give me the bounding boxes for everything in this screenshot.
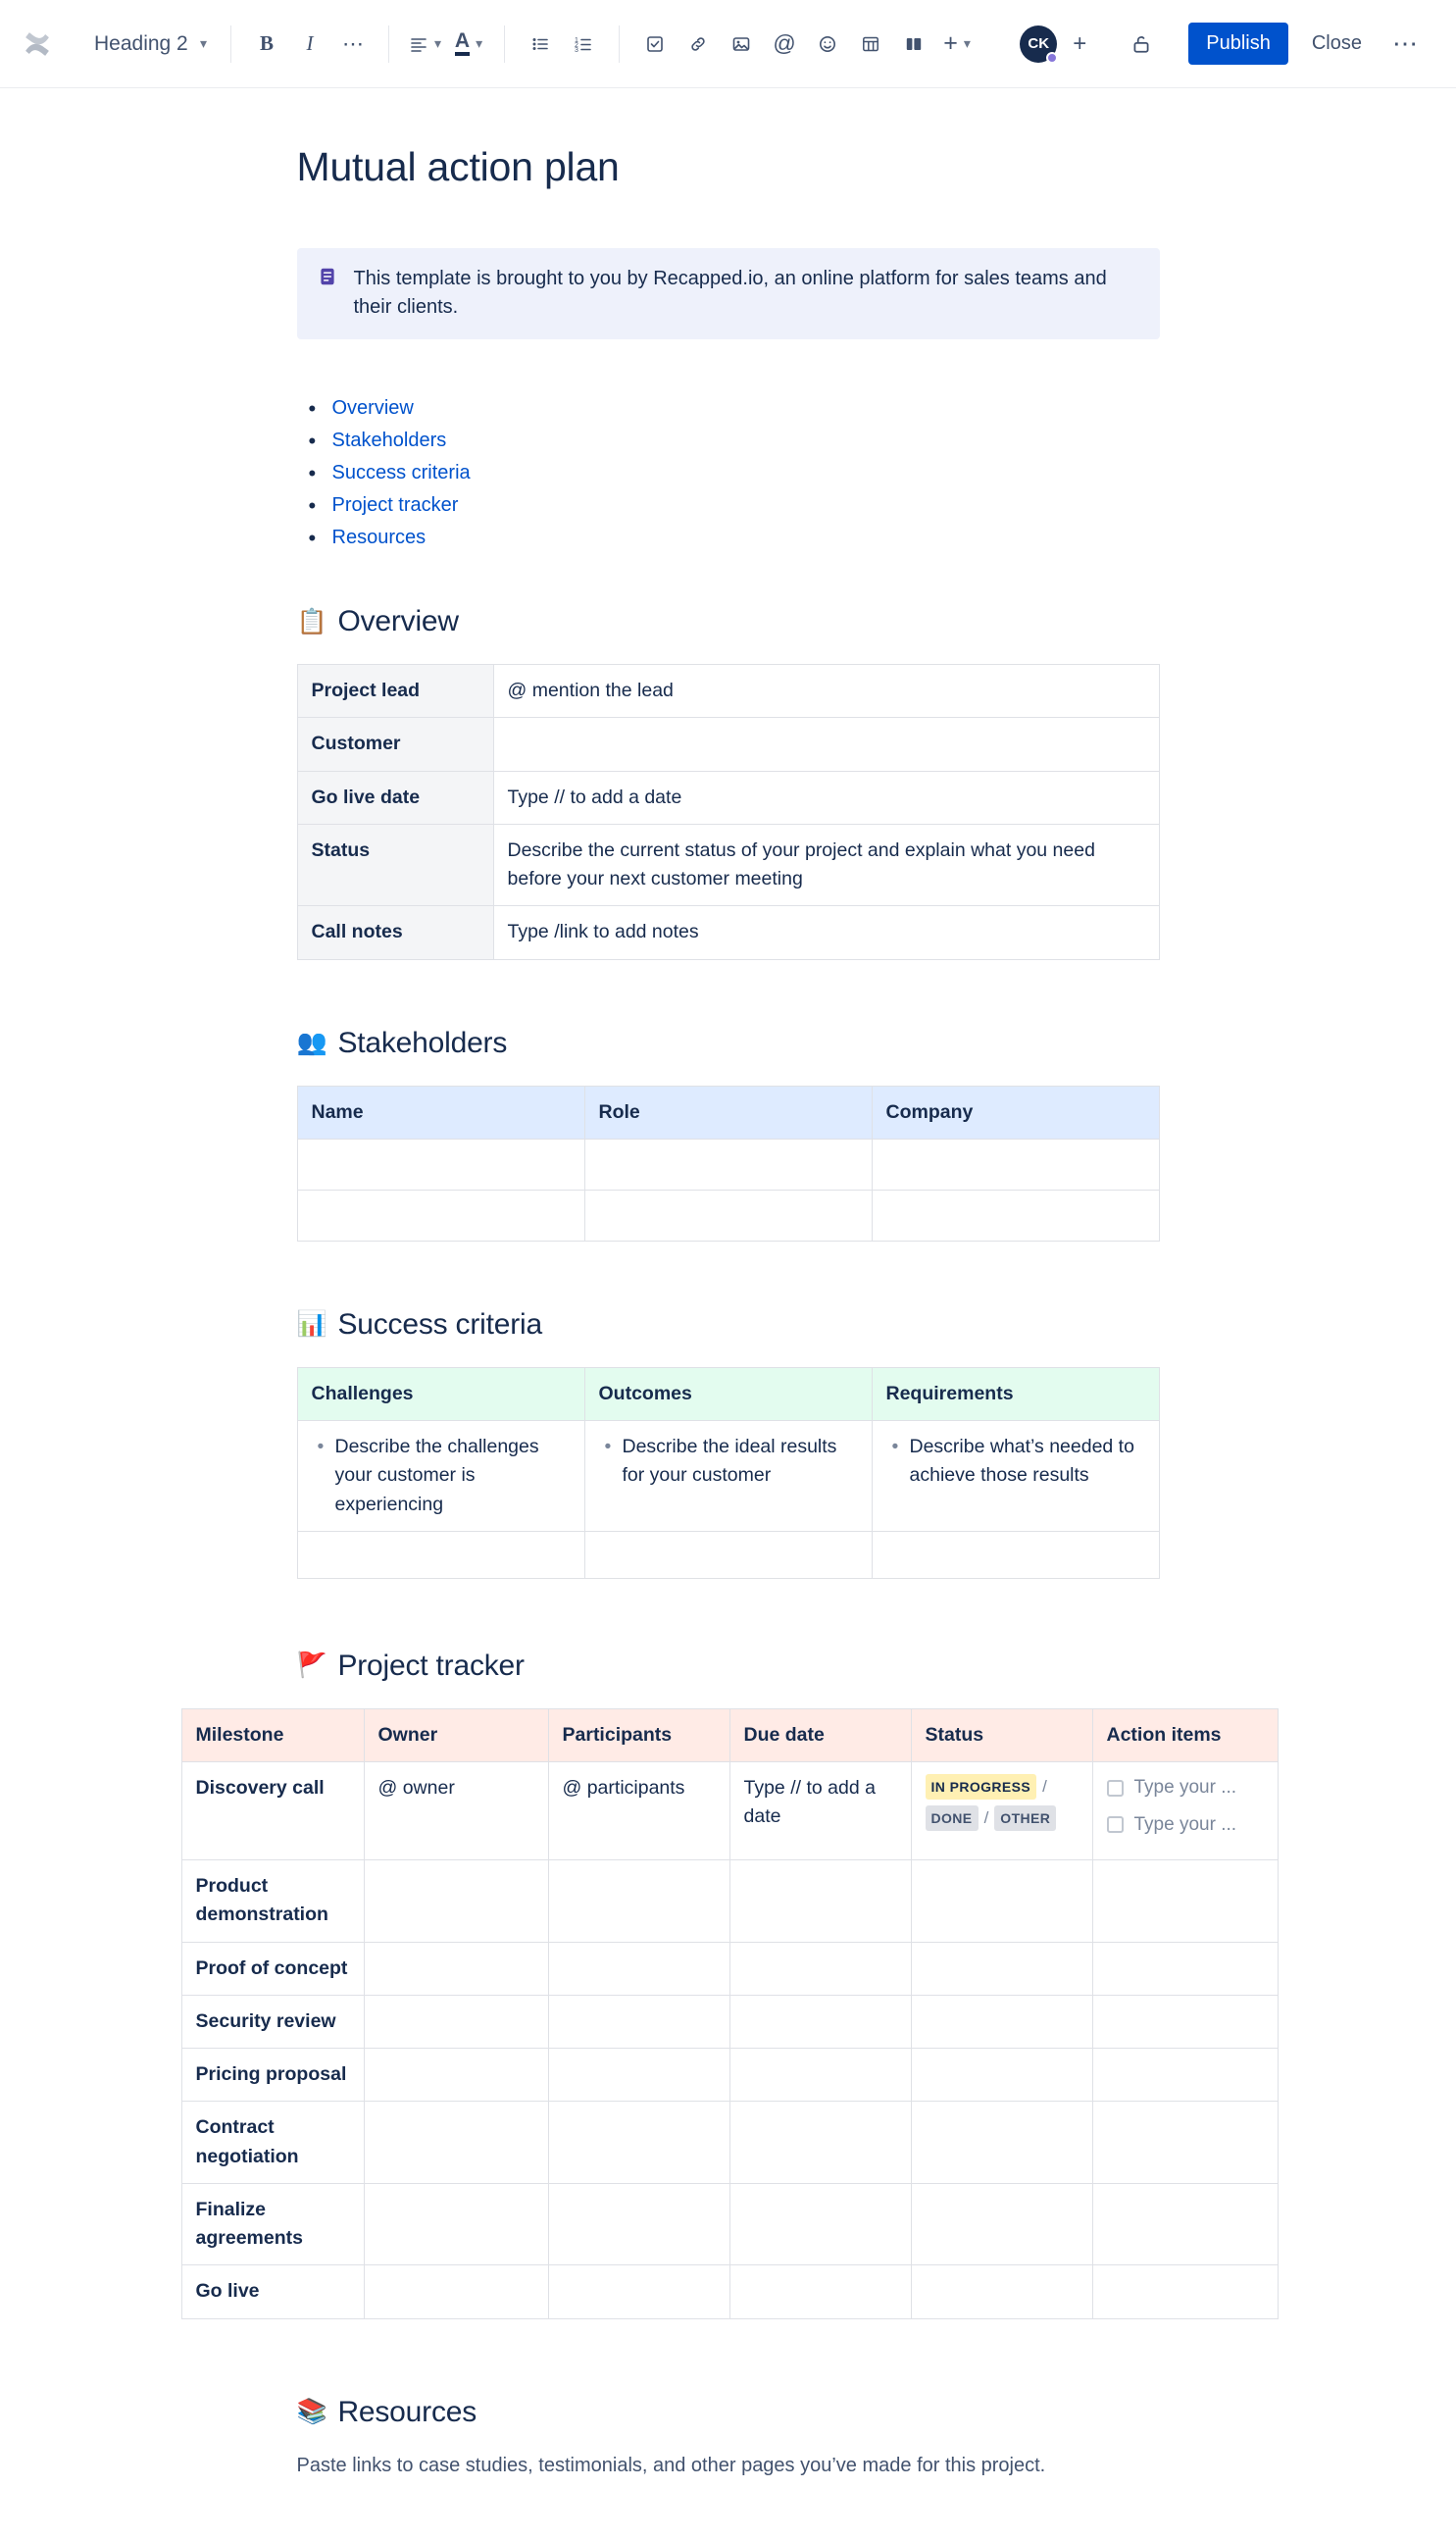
status-cell[interactable] bbox=[911, 2265, 1092, 2318]
due-date-cell[interactable] bbox=[729, 2102, 911, 2184]
list-item bbox=[332, 522, 1160, 554]
action-items-cell[interactable] bbox=[1092, 2049, 1278, 2102]
due-date-cell[interactable] bbox=[729, 1995, 911, 2048]
bar-chart-icon: 📊 bbox=[296, 1310, 327, 1339]
column-header: Milestone bbox=[181, 1708, 364, 1761]
table-row bbox=[181, 2049, 1278, 2102]
link-button[interactable] bbox=[677, 23, 720, 66]
section-heading-resources bbox=[297, 2396, 1160, 2429]
status-cell[interactable] bbox=[911, 1942, 1092, 1995]
column-header: Status bbox=[911, 1708, 1092, 1761]
status-cell[interactable] bbox=[911, 2183, 1092, 2265]
success-criteria-table bbox=[297, 1367, 1160, 1579]
cell[interactable] bbox=[584, 1139, 872, 1190]
owner-cell[interactable] bbox=[364, 2183, 548, 2265]
column-header: Due date bbox=[729, 1708, 911, 1761]
table-row bbox=[297, 718, 1159, 771]
table-row bbox=[297, 1421, 1159, 1532]
participants-cell[interactable] bbox=[548, 2049, 729, 2102]
due-date-cell[interactable] bbox=[729, 2049, 911, 2102]
milestone-cell[interactable]: Pricing proposal bbox=[181, 2049, 364, 2102]
mention-button[interactable]: @ bbox=[773, 30, 796, 56]
document-page bbox=[0, 143, 1456, 2539]
participants-cell[interactable] bbox=[548, 1860, 729, 1943]
avatar-initials: CK bbox=[1028, 35, 1050, 52]
table-row bbox=[297, 824, 1159, 906]
table-of-contents bbox=[297, 392, 1160, 554]
list-item: • Describe the challenges your customer is experiencing bbox=[335, 1433, 571, 1519]
image-button[interactable] bbox=[720, 23, 763, 66]
cell[interactable] bbox=[297, 1531, 584, 1578]
flag-icon: 🚩 bbox=[296, 1651, 327, 1680]
section-title: Overview bbox=[337, 605, 459, 638]
table-row bbox=[297, 1139, 1159, 1190]
stakeholders-table bbox=[297, 1086, 1160, 1242]
toolbar-divider bbox=[230, 25, 231, 63]
status-badge[interactable]: OTHER bbox=[994, 1805, 1056, 1831]
column-header: Outcomes bbox=[584, 1367, 872, 1420]
avatar[interactable] bbox=[1020, 25, 1057, 63]
due-date-cell[interactable] bbox=[729, 1942, 911, 1995]
list-item: • Describe the ideal results for your customer bbox=[623, 1433, 858, 1491]
table-row bbox=[297, 771, 1159, 824]
overview-table bbox=[297, 664, 1160, 960]
table-row bbox=[181, 2102, 1278, 2184]
due-date-cell[interactable] bbox=[729, 1860, 911, 1943]
people-icon: 👥 bbox=[296, 1029, 327, 1057]
cell[interactable] bbox=[584, 1190, 872, 1241]
row-value[interactable]: Describe the current status of your project and explain what you need before your next customer meeting bbox=[493, 824, 1159, 906]
cell[interactable] bbox=[584, 1531, 872, 1578]
column-header: Requirements bbox=[872, 1367, 1159, 1420]
checkbox-icon[interactable] bbox=[1107, 1816, 1124, 1833]
table-header-row bbox=[297, 1086, 1159, 1139]
more-formatting-button[interactable]: ⋯ bbox=[342, 30, 364, 56]
cell[interactable] bbox=[297, 1190, 584, 1241]
emoji-button[interactable] bbox=[806, 23, 849, 66]
plus-icon: + bbox=[943, 29, 958, 57]
task-text: Type your ... bbox=[1133, 1813, 1237, 1835]
table-row bbox=[181, 2265, 1278, 2318]
separator: / bbox=[1042, 1777, 1047, 1797]
table-row bbox=[297, 906, 1159, 959]
owner-cell[interactable]: @ owner bbox=[364, 1762, 548, 1860]
svg-text:2: 2 bbox=[575, 41, 578, 49]
section-title: Success criteria bbox=[337, 1307, 542, 1341]
cell[interactable] bbox=[297, 1421, 584, 1532]
toc-link-overview[interactable]: Overview bbox=[331, 397, 414, 420]
section-title: Stakeholders bbox=[337, 1026, 508, 1059]
owner-cell[interactable] bbox=[364, 1942, 548, 1995]
chevron-down-icon: ▾ bbox=[476, 35, 483, 51]
milestone-cell[interactable]: Product demonstration bbox=[181, 1860, 364, 1943]
page-title[interactable]: Mutual action plan bbox=[296, 144, 620, 189]
list-item bbox=[332, 457, 1160, 489]
toc-link-stakeholders[interactable]: Stakeholders bbox=[331, 430, 447, 452]
column-header: Action items bbox=[1092, 1708, 1278, 1761]
row-label: Go live date bbox=[297, 771, 493, 824]
section-heading-success-criteria bbox=[297, 1308, 1160, 1342]
action-items-cell[interactable] bbox=[1092, 1995, 1278, 2048]
action-items-cell[interactable] bbox=[1092, 1860, 1278, 1943]
task-list-button[interactable] bbox=[633, 23, 677, 66]
status-badge[interactable]: DONE bbox=[926, 1805, 979, 1831]
table-button[interactable] bbox=[849, 23, 892, 66]
task-item[interactable] bbox=[1107, 1811, 1264, 1840]
row-value[interactable]: Type /link to add notes bbox=[493, 906, 1159, 959]
table-row bbox=[181, 1942, 1278, 1995]
cell[interactable] bbox=[872, 1531, 1159, 1578]
toolbar-divider bbox=[388, 25, 389, 63]
toc-link-project-tracker[interactable]: Project tracker bbox=[331, 494, 459, 517]
participants-cell[interactable] bbox=[548, 2265, 729, 2318]
text-align-button[interactable] bbox=[403, 23, 447, 66]
table-header-row bbox=[181, 1708, 1278, 1761]
due-date-cell[interactable]: Type // to add a date bbox=[729, 1762, 911, 1860]
list-item bbox=[332, 392, 1160, 425]
column-header: Challenges bbox=[297, 1367, 584, 1420]
toolbar-divider bbox=[619, 25, 620, 63]
milestone-cell[interactable]: Security review bbox=[181, 1995, 364, 2048]
table-row bbox=[181, 1995, 1278, 2048]
row-value[interactable] bbox=[493, 718, 1159, 771]
owner-cell[interactable] bbox=[364, 2265, 548, 2318]
section-title: Resources bbox=[337, 2395, 477, 2428]
text-style-select[interactable] bbox=[84, 26, 217, 62]
owner-cell[interactable] bbox=[364, 2102, 548, 2184]
row-value[interactable]: Type // to add a date bbox=[493, 771, 1159, 824]
clipboard-icon: 📋 bbox=[296, 607, 327, 635]
milestone-cell[interactable]: Contract negotiation bbox=[181, 2102, 364, 2184]
svg-text:3: 3 bbox=[575, 46, 578, 54]
owner-cell[interactable] bbox=[364, 1995, 548, 2048]
text-style-label: Heading 2 bbox=[94, 31, 188, 55]
milestone-cell[interactable]: Go live bbox=[181, 2265, 364, 2318]
table-row bbox=[297, 1190, 1159, 1241]
more-actions-icon[interactable]: ⋯ bbox=[1392, 28, 1418, 58]
owner-cell[interactable] bbox=[364, 1860, 548, 1943]
due-date-cell[interactable] bbox=[729, 2183, 911, 2265]
owner-cell[interactable] bbox=[364, 2049, 548, 2102]
cell[interactable] bbox=[872, 1421, 1159, 1532]
participants-cell[interactable] bbox=[548, 1995, 729, 2048]
action-items-cell[interactable] bbox=[1092, 1942, 1278, 1995]
table-row bbox=[297, 1531, 1159, 1578]
books-icon: 📚 bbox=[296, 2398, 327, 2426]
action-items-cell[interactable] bbox=[1092, 2265, 1278, 2318]
participants-cell[interactable] bbox=[548, 2183, 729, 2265]
row-label: Status bbox=[297, 824, 493, 906]
presence-dot-icon bbox=[1046, 52, 1058, 64]
participants-cell[interactable] bbox=[548, 1942, 729, 1995]
bold-button[interactable]: B bbox=[259, 31, 274, 55]
action-items-cell[interactable] bbox=[1092, 2183, 1278, 2265]
text-color-button[interactable]: A ▾ bbox=[447, 23, 490, 66]
editor-toolbar bbox=[0, 0, 1456, 88]
status-cell[interactable] bbox=[911, 2102, 1092, 2184]
chevron-down-icon: ▾ bbox=[199, 35, 207, 51]
due-date-cell[interactable] bbox=[729, 2265, 911, 2318]
table-header-row bbox=[297, 1367, 1159, 1420]
layout-button[interactable] bbox=[892, 23, 935, 66]
publish-button[interactable]: Publish bbox=[1188, 23, 1288, 65]
row-label: Call notes bbox=[297, 906, 493, 959]
column-header: Company bbox=[872, 1086, 1159, 1139]
cell[interactable] bbox=[297, 1139, 584, 1190]
column-header: Role bbox=[584, 1086, 872, 1139]
milestone-cell[interactable]: Discovery call bbox=[181, 1762, 364, 1860]
participants-cell[interactable]: @ participants bbox=[548, 1762, 729, 1860]
status-cell[interactable] bbox=[911, 2049, 1092, 2102]
table-row bbox=[297, 665, 1159, 718]
info-panel bbox=[297, 248, 1160, 339]
svg-text:1: 1 bbox=[575, 36, 578, 44]
action-items-cell[interactable] bbox=[1092, 2102, 1278, 2184]
row-value[interactable]: @ mention the lead bbox=[493, 665, 1159, 718]
section-heading-stakeholders bbox=[297, 1027, 1160, 1060]
table-row bbox=[181, 2183, 1278, 2265]
checkbox-icon[interactable] bbox=[1107, 1780, 1124, 1797]
insert-more-button[interactable] bbox=[935, 23, 979, 66]
chevron-down-icon: ▾ bbox=[434, 35, 442, 51]
section-heading-project-tracker bbox=[297, 1650, 1160, 1683]
close-button[interactable]: Close bbox=[1298, 23, 1376, 65]
table-row bbox=[181, 1762, 1278, 1860]
column-header: Owner bbox=[364, 1708, 548, 1761]
cell[interactable] bbox=[872, 1139, 1159, 1190]
row-label: Project lead bbox=[297, 665, 493, 718]
info-panel-icon bbox=[317, 266, 338, 296]
action-items-cell[interactable] bbox=[1092, 1762, 1278, 1860]
status-cell[interactable] bbox=[911, 1995, 1092, 2048]
status-cell[interactable] bbox=[911, 1762, 1092, 1860]
italic-button[interactable]: I bbox=[306, 31, 314, 55]
collaborators bbox=[1020, 25, 1094, 63]
project-tracker-table bbox=[181, 1708, 1279, 2319]
info-panel-text: This template is brought to you by Recapped.io, an online platform for sales teams and their clients. bbox=[353, 268, 1107, 319]
separator: / bbox=[983, 1808, 989, 1828]
resources-text[interactable]: Paste links to case studies, testimonials, and other pages you’ve made for this project. bbox=[296, 2454, 1046, 2476]
chevron-down-icon: ▾ bbox=[963, 35, 971, 51]
column-header: Participants bbox=[548, 1708, 729, 1761]
cell[interactable] bbox=[872, 1190, 1159, 1241]
list-item bbox=[332, 425, 1160, 457]
add-person-icon[interactable]: + bbox=[1073, 29, 1087, 57]
toc-link-resources[interactable]: Resources bbox=[331, 527, 427, 549]
list-item bbox=[332, 489, 1160, 522]
row-label: Customer bbox=[297, 718, 493, 771]
cell[interactable] bbox=[584, 1421, 872, 1532]
bullet-list-button[interactable] bbox=[519, 23, 562, 66]
section-title: Project tracker bbox=[337, 1649, 525, 1682]
status-cell[interactable] bbox=[911, 1860, 1092, 1943]
table-row bbox=[181, 1860, 1278, 1943]
numbered-list-button[interactable] bbox=[562, 23, 605, 66]
toc-link-success-criteria[interactable]: Success criteria bbox=[331, 462, 471, 484]
participants-cell[interactable] bbox=[548, 2102, 729, 2184]
toolbar-divider bbox=[504, 25, 505, 63]
confluence-logo-icon[interactable] bbox=[18, 25, 57, 64]
list-item: • Describe what’s needed to achieve those results bbox=[910, 1433, 1145, 1491]
milestone-cell[interactable]: Proof of concept bbox=[181, 1942, 364, 1995]
section-heading-overview bbox=[297, 605, 1160, 638]
milestone-cell[interactable]: Finalize agreements bbox=[181, 2183, 364, 2265]
status-badge[interactable]: IN PROGRESS bbox=[926, 1774, 1037, 1800]
column-header: Name bbox=[297, 1086, 584, 1139]
restrictions-unlock-icon[interactable] bbox=[1120, 23, 1163, 66]
document-content bbox=[195, 143, 1237, 2480]
task-item[interactable] bbox=[1107, 1774, 1264, 1803]
task-text: Type your ... bbox=[1133, 1777, 1237, 1799]
